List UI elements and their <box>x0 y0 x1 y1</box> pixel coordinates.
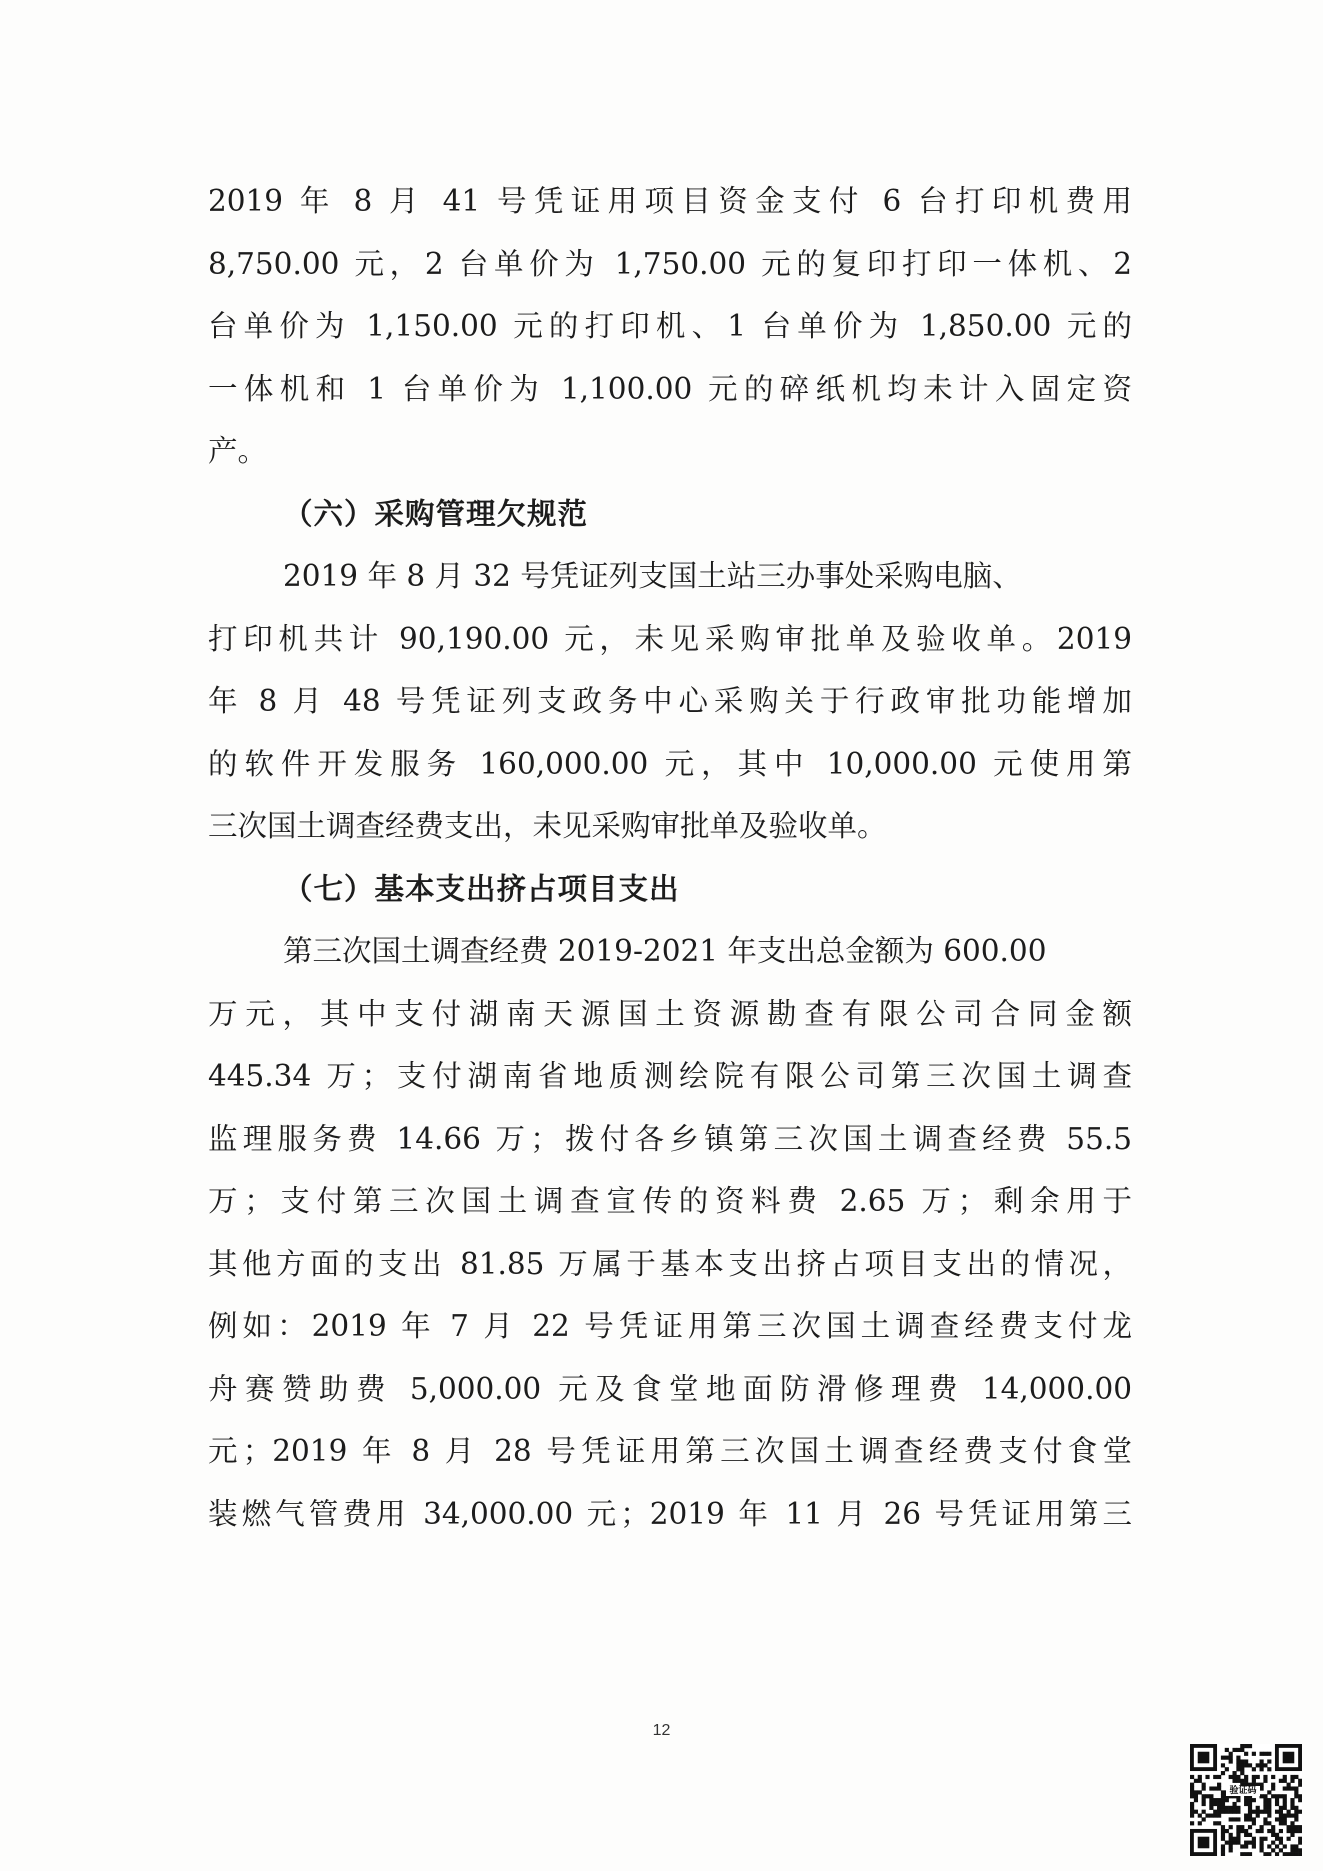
body-text <box>208 170 1132 1545</box>
text-line: 元；2019 年 8 月 28 号凭证用第三次国土调查经费支付食堂 <box>208 1434 1132 1468</box>
text-line: 8,750.00 元，2 台单价为 1,750.00 元的复印打印一体机、2 <box>208 246 1132 281</box>
text-line: 其他方面的支出 81.85 万属于基本支出挤占项目支出的情况， <box>208 1246 1132 1281</box>
text-line: 万元，其中支付湖南天源国土资源勘查有限公司合同金额 <box>208 996 1132 1031</box>
text-line: 产。 <box>208 434 268 468</box>
text-line: 监理服务费 14.66 万；拨付各乡镇第三次国土调查经费 55.5 <box>208 1121 1132 1156</box>
text-line: 打印机共计 90,190.00 元，未见采购审批单及验收单。2019 <box>208 621 1132 656</box>
text-line: 万；支付第三次国土调查宣传的资料费 2.65 万；剩余用于 <box>208 1184 1132 1218</box>
text-line: 台单价为 1,150.00 元的打印机、1 台单价为 1,850.00 元的 <box>208 309 1132 343</box>
qr-label: 验证码 <box>1226 1786 1260 1796</box>
section-heading: （六）采购管理欠规范 <box>283 496 589 531</box>
section-heading: （七）基本支出挤占项目支出 <box>283 871 680 906</box>
text-line: 例如：2019 年 7 月 22 号凭证用第三次国土调查经费支付龙 <box>208 1309 1132 1343</box>
text-line: 2019 年 8 月 41 号凭证用项目资金支付 6 台打印机费用 <box>208 184 1132 218</box>
page-number: 12 <box>652 1722 671 1739</box>
text-line: 第三次国土调查经费 2019-2021 年支出总金额为 600.00 <box>283 934 1047 968</box>
text-line: 舟赛赞助费 5,000.00 元及食堂地面防滑修理费 14,000.00 <box>208 1371 1132 1406</box>
qr-code-icon <box>1190 1744 1302 1856</box>
text-line: 三次国土调查经费支出，未见采购审批单及验收单。 <box>208 809 887 843</box>
text-line: 2019 年 8 月 32 号凭证列支国土站三办事处采购电脑、 <box>283 559 1022 593</box>
text-line: 445.34 万；支付湖南省地质测绘院有限公司第三次国土调查 <box>208 1059 1132 1093</box>
text-line: 装燃气管费用 34,000.00 元；2019 年 11 月 26 号凭证用第三 <box>208 1496 1132 1531</box>
text-line: 的软件开发服务 160,000.00 元，其中 10,000.00 元使用第 <box>208 746 1132 781</box>
text-line: 一体机和 1 台单价为 1,100.00 元的碎纸机均未计入固定资 <box>208 371 1132 406</box>
text-line: 年 8 月 48 号凭证列支政务中心采购关于行政审批功能增加 <box>208 684 1132 718</box>
